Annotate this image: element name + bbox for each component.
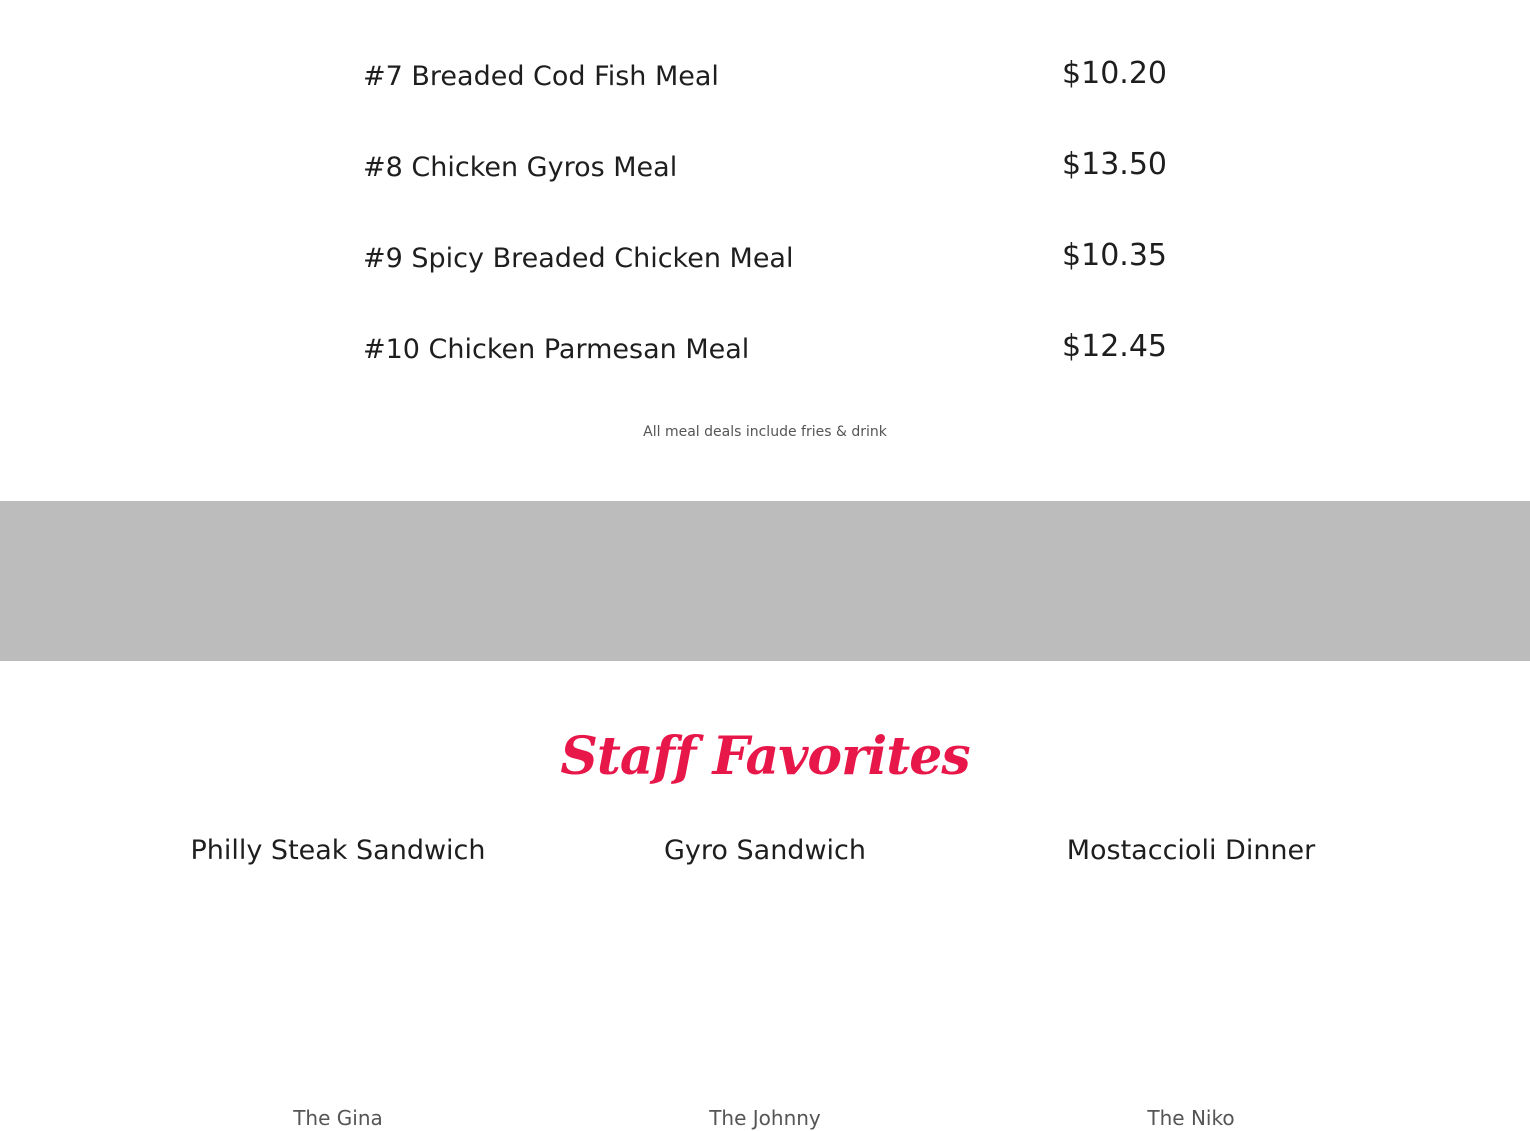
menu-item-price: $10.20 bbox=[1062, 56, 1167, 91]
favorite-item-name: Gyro Sandwich bbox=[664, 835, 866, 866]
menu-item-name: #7 Breaded Cod Fish Meal bbox=[363, 61, 719, 92]
menu-item-price: $10.35 bbox=[1062, 238, 1167, 273]
menu-item-name: #8 Chicken Gyros Meal bbox=[363, 152, 678, 183]
menu-item-price: $12.45 bbox=[1062, 329, 1167, 364]
favorite-item-philly-steak[interactable] bbox=[128, 831, 548, 1130]
favorite-item-gyro[interactable] bbox=[555, 831, 975, 1130]
menu-item-7 bbox=[363, 46, 1167, 106]
favorite-item-subtitle: The Niko bbox=[1147, 1106, 1235, 1130]
favorite-item-subtitle: The Gina bbox=[293, 1106, 383, 1130]
menu-item-name: #9 Spicy Breaded Chicken Meal bbox=[363, 243, 794, 274]
favorite-item-subtitle: The Johnny bbox=[709, 1106, 821, 1130]
favorite-item-name: Philly Steak Sandwich bbox=[190, 835, 486, 866]
staff-favorites-section bbox=[0, 661, 1530, 1130]
menu-item-8 bbox=[363, 137, 1167, 197]
favorite-item-image bbox=[188, 883, 488, 1083]
image-banner-placeholder bbox=[0, 501, 1530, 661]
favorite-item-mostaccioli[interactable] bbox=[981, 831, 1401, 1130]
meal-deals-note: All meal deals include fries & drink bbox=[643, 424, 887, 440]
favorite-item-image bbox=[615, 883, 915, 1083]
staff-favorites-heading: Staff Favorites bbox=[560, 726, 970, 787]
menu-item-10 bbox=[363, 319, 1167, 379]
menu-item-price: $13.50 bbox=[1062, 147, 1167, 182]
favorite-item-image bbox=[1041, 883, 1341, 1083]
favorite-item-name: Mostaccioli Dinner bbox=[1066, 835, 1316, 866]
meal-deals-section bbox=[0, 0, 1530, 500]
menu-item-9 bbox=[363, 228, 1167, 288]
menu-item-name: #10 Chicken Parmesan Meal bbox=[363, 334, 750, 365]
